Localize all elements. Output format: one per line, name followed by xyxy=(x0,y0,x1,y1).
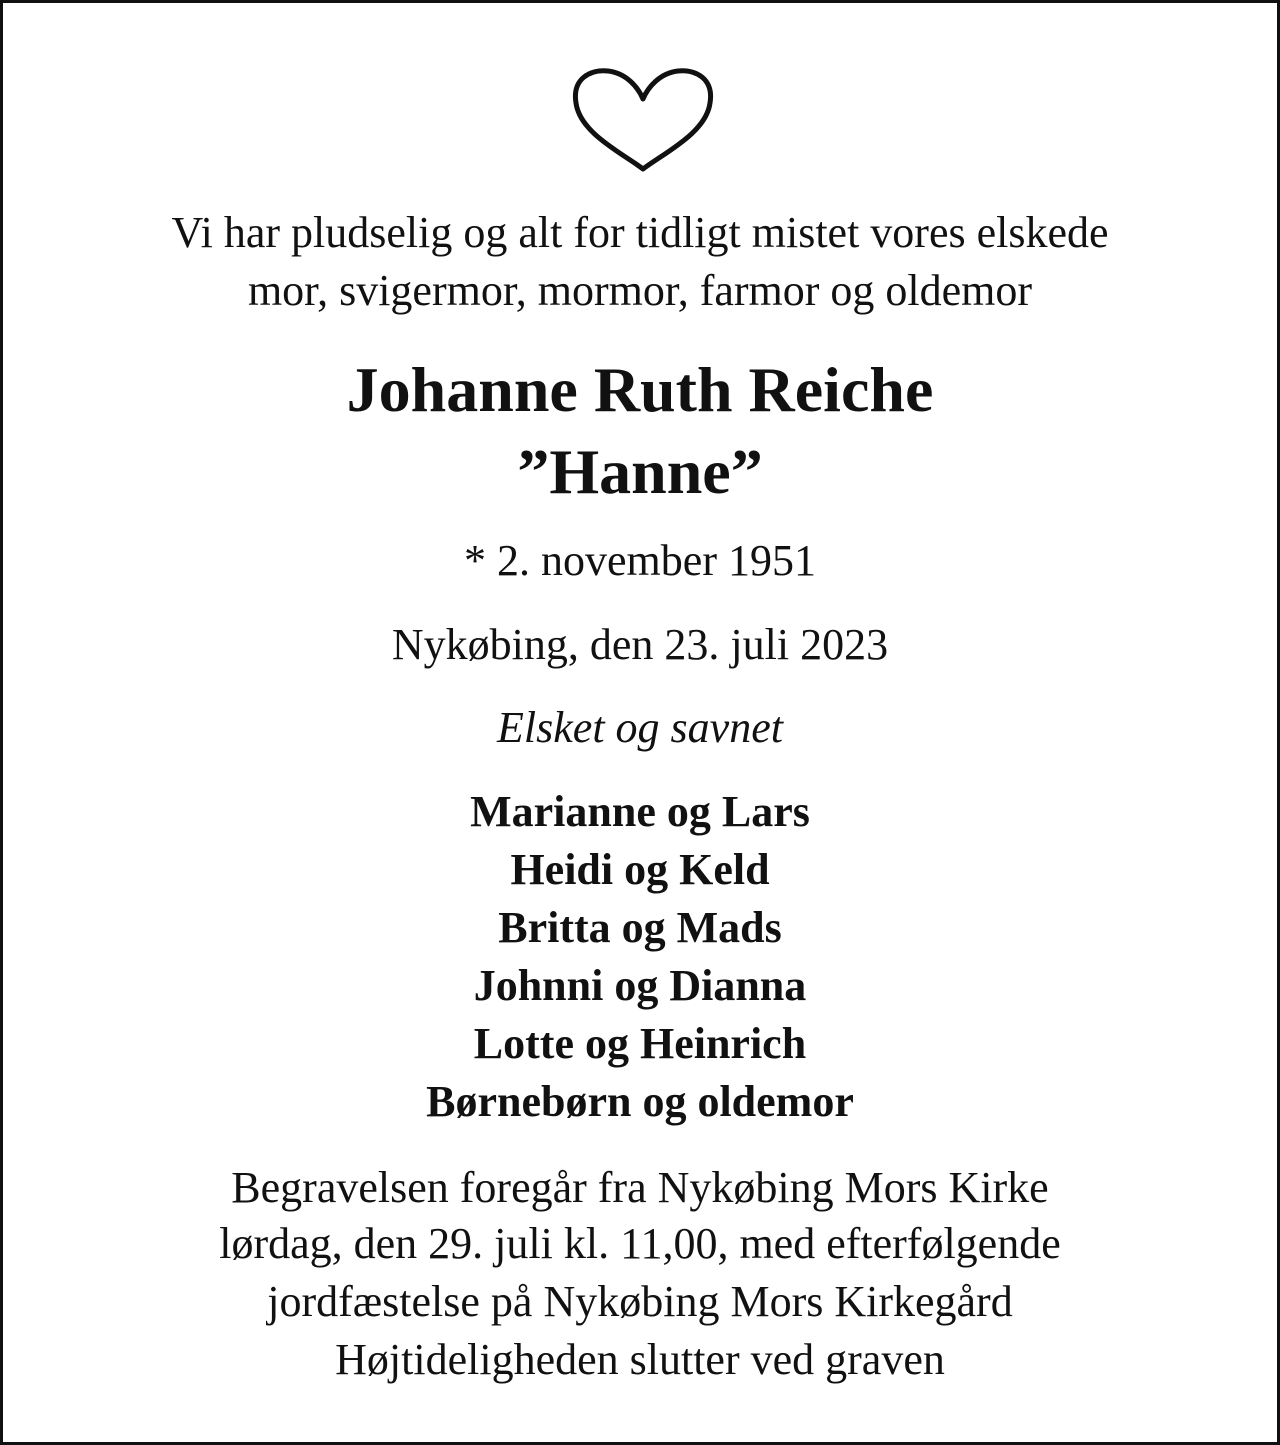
signer-2: Heidi og Keld xyxy=(510,845,770,894)
motto: Elsket og savnet xyxy=(497,703,783,752)
funeral-line-4: Højtideligheden slutter ved graven xyxy=(335,1335,945,1384)
signer-5: Lotte og Heinrich xyxy=(473,1019,807,1068)
intro-line-1: Vi har pludselig og alt for tidligt mistet vores elskede xyxy=(171,208,1109,257)
birth-date: * 2. november 1951 xyxy=(464,536,816,585)
signer-6: Børnebørn og oldemor xyxy=(426,1077,854,1126)
signer-4: Johnni og Dianna xyxy=(473,961,807,1010)
signer-3: Britta og Mads xyxy=(498,903,782,952)
deceased-name: Johanne Ruth Reiche xyxy=(346,354,934,425)
funeral-line-1: Begravelsen foregår fra Nykøbing Mors Kirke xyxy=(231,1163,1049,1212)
signer-1: Marianne og Lars xyxy=(470,787,810,836)
funeral-line-3: jordfæstelse på Nykøbing Mors Kirkegård xyxy=(267,1277,1013,1326)
death-date-place: Nykøbing, den 23. juli 2023 xyxy=(391,620,889,669)
deceased-nickname: ”Hanne” xyxy=(517,436,763,507)
funeral-line-2: lørdag, den 29. juli kl. 11,00, med efterfølgende xyxy=(219,1219,1061,1268)
intro-line-2: mor, svigermor, mormor, farmor og oldemor xyxy=(247,266,1033,315)
heart-icon xyxy=(570,65,716,175)
